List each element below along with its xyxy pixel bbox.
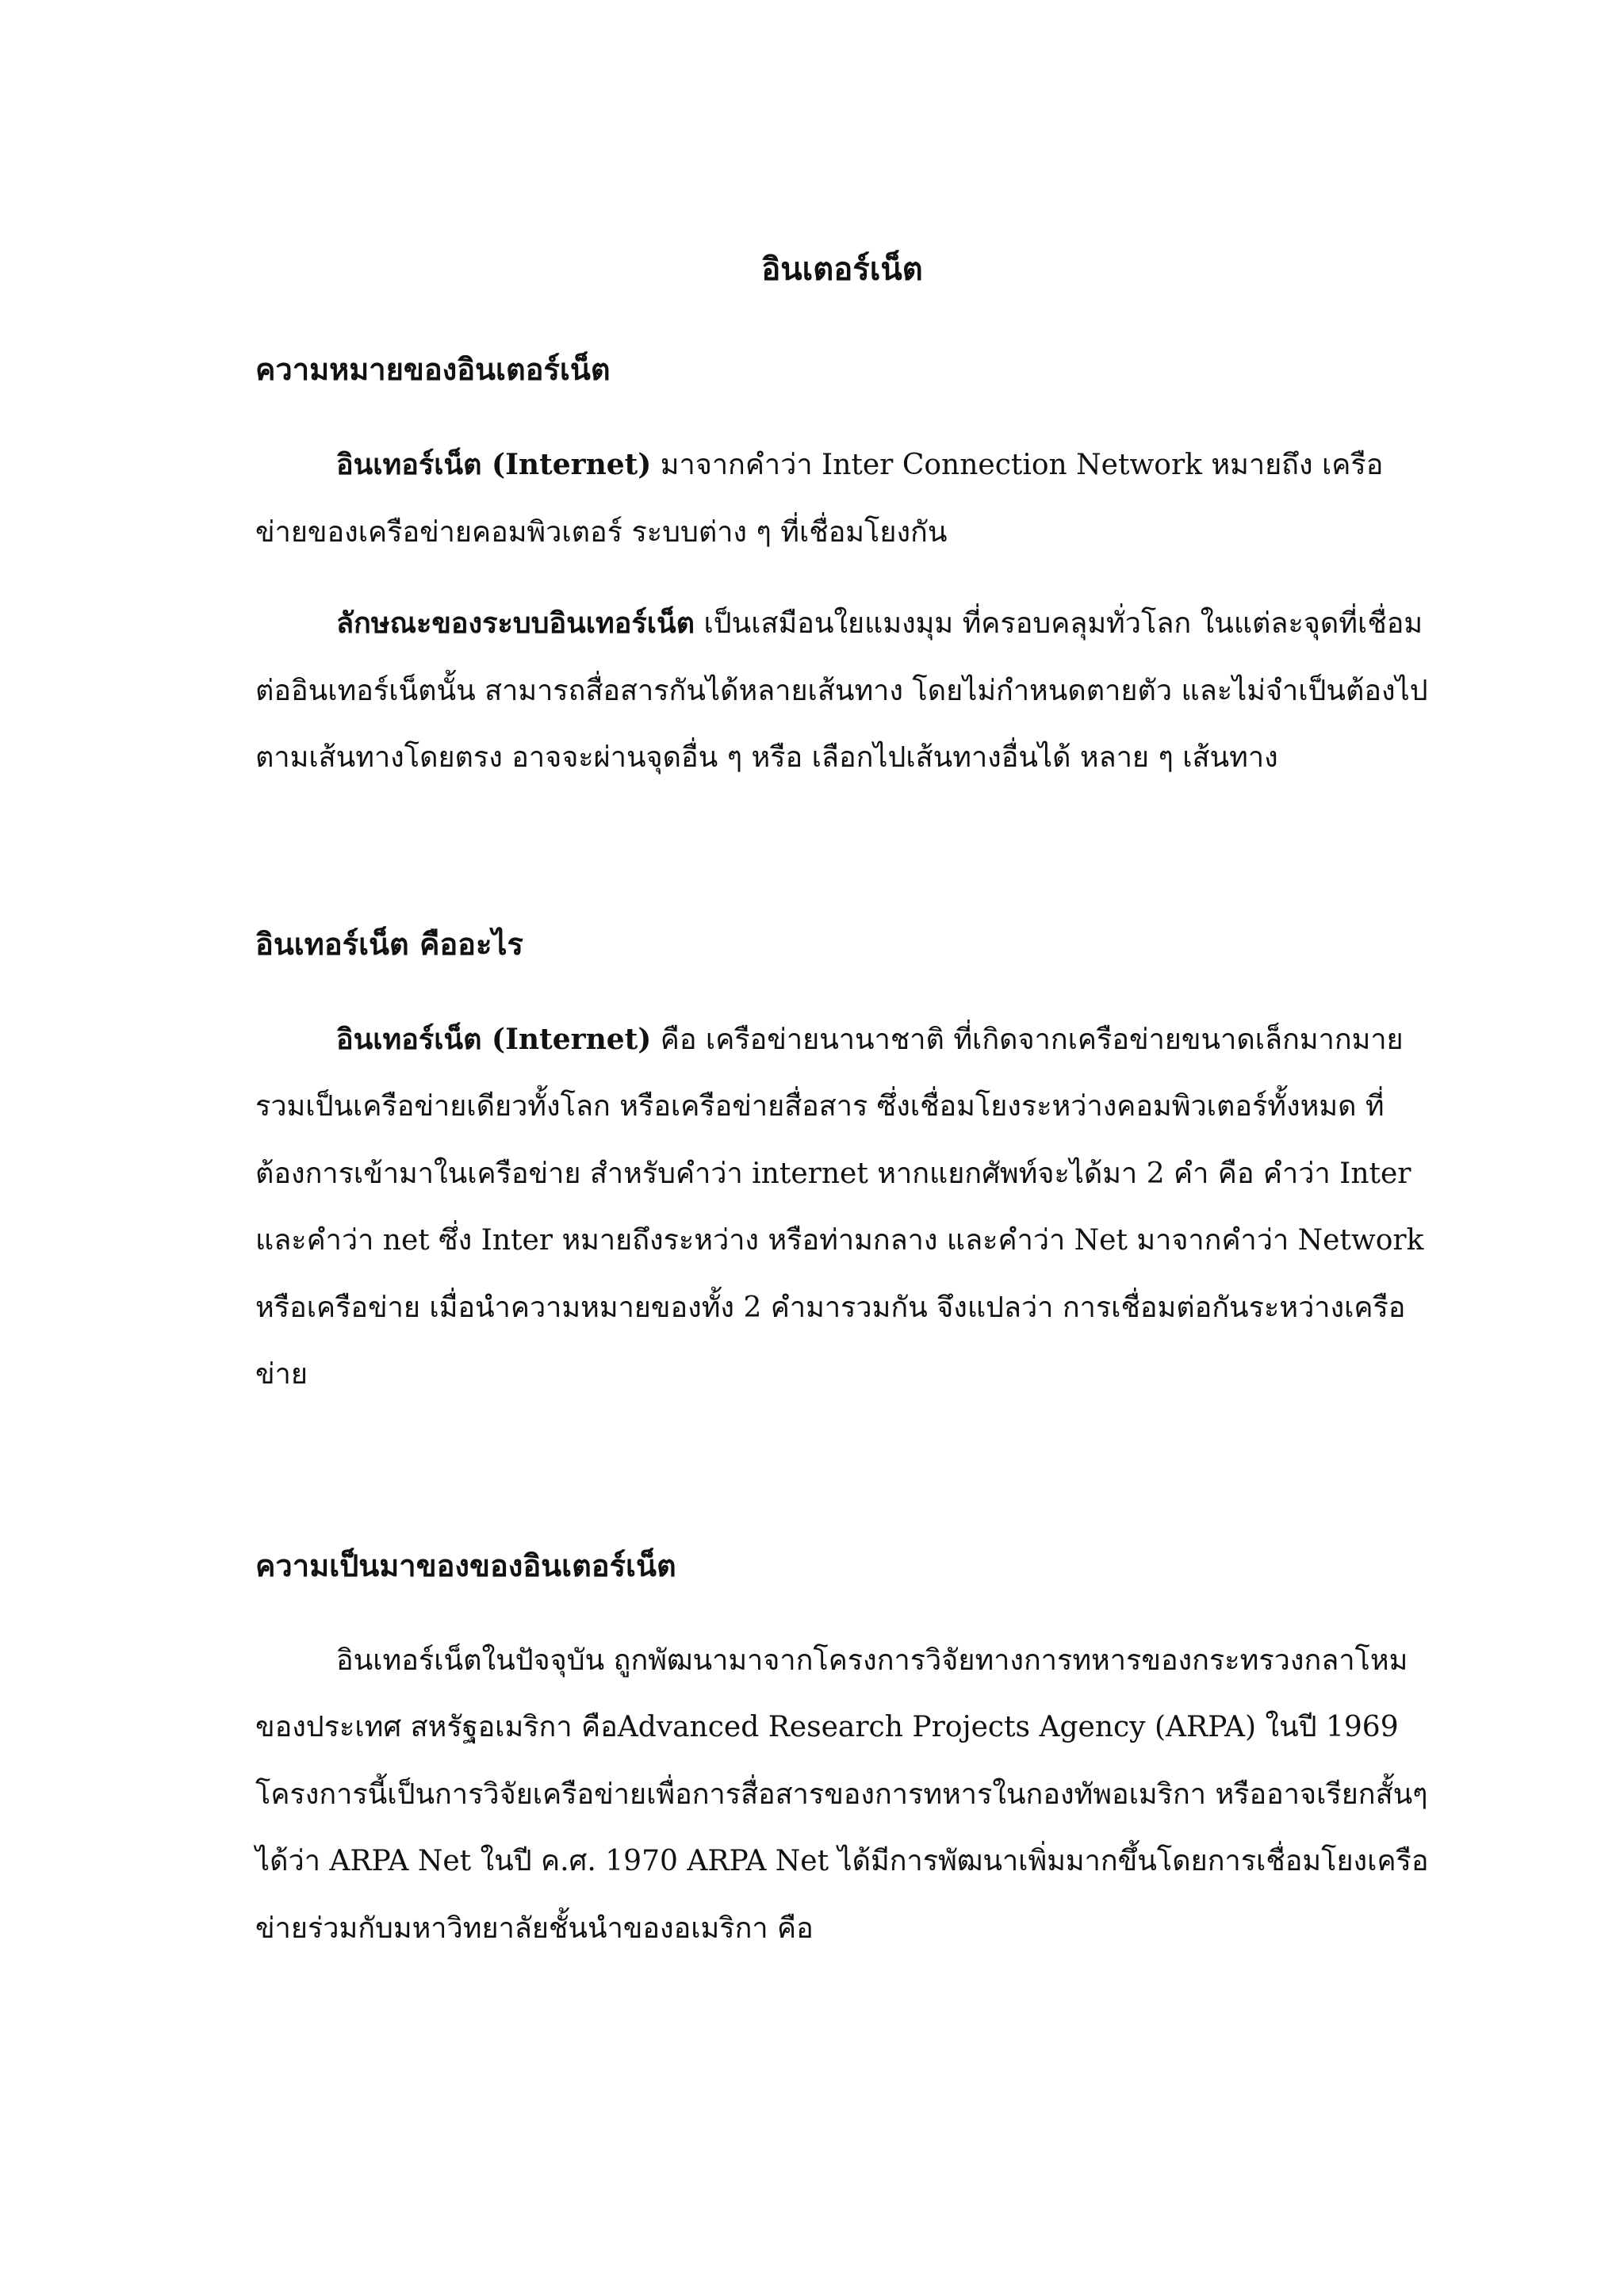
paragraph-bold-term: อินเทอร์เน็ต (Internet) (336, 1022, 652, 1056)
document-content (255, 238, 1429, 1986)
paragraph-history (255, 1628, 1429, 1963)
section-heading-what-is: อินเทอร์เน็ต คืออะไร (255, 925, 523, 962)
paragraph-bold-term: ลักษณะของระบบอินเทอร์เน็ต (336, 607, 695, 640)
paragraph-internet-characteristics (255, 590, 1429, 792)
section-spacer (255, 816, 1429, 913)
paragraph-bold-term: อินเทอร์เน็ต (Internet) (336, 448, 652, 481)
paragraph-text: คือ เครือข่ายนานาชาติ ที่เกิดจากเครือข่ายขนาดเล็กมากมาย รวมเป็นเครือข่ายเดียวทั้งโลก หรือเครือข่ายสื่อสาร ซึ่งเชื่อมโยงระหว่างคอมพิวเตอร์ทั้งหมด ที่ต้องการเข้ามาในเครือข่าย สำหรับคำว่า internet หากแยกศัพท์จะได้มา 2 คำ คือ คำว่า Inter และคำว่า net ซึ่ง Inter หมายถึงระหว่าง หรือท่ามกลาง และคำว่า Net มาจากคำว่า Network หรือเครือข่าย เมื่อนำความหมายของทั้ง 2 คำมารวมกัน จึงแปลว่า การเชื่อมต่อกันระหว่างเครือข่าย (255, 1023, 1424, 1391)
paragraph-text: มาจากคำว่า Inter Connection Network หมายถึง เครือข่ายของเครือข่ายคอมพิวเตอร์ ระบบต่าง ๆ ที่เชื่อมโยงกัน (255, 449, 1384, 549)
paragraph-text: เป็นเสมือนใยแมงมุม ที่ครอบคลุมทั่วโลก ในแต่ละจุดที่เชื่อมต่ออินเทอร์เน็ตนั้น สามารถสื่อสารกันได้หลายเส้นทาง โดยไม่กำหนดตายตัว และไม่จำเป็นต้องไปตามเส้นทางโดยตรง อาจจะผ่านจุดอื่น ๆ หรือ เลือกไปเส้นทางอื่นได้ หลาย ๆ เส้นทาง (255, 607, 1428, 774)
paragraph-internet-definition (255, 431, 1429, 566)
paragraph-text: อินเทอร์เน็ตในปัจจุบัน ถูกพัฒนามาจากโครงการวิจัยทางการทหารของกระทรวงกลาโหมของประเทศ สหรัฐอเมริกา คือAdvanced Research Projects Agency (ARPA) ในปี 1969 โครงการนี้เป็นการวิจัยเครือข่ายเพื่อการสื่อสารของการทหารในกองทัพอเมริกา หรืออาจเรียกสั้นๆ ได้ว่า ARPA Net ในปี ค.ศ. 1970 ARPA Net ได้มีการพัฒนาเพิ่มมากขึ้นโดยการเชื่อมโยงเครือข่ายร่วมกับมหาวิทยาลัยชั้นนำของอเมริกา คือ (255, 1644, 1429, 1945)
section-heading-history: ความเป็นมาของของอินเตอร์เน็ต (255, 1547, 676, 1583)
section-heading-meaning: ความหมายของอินเตอร์เน็ต (255, 351, 611, 387)
paragraph-what-is-internet (255, 1006, 1429, 1409)
document-title: อินเตอร์เน็ต (761, 251, 923, 288)
section-spacer (255, 1433, 1429, 1534)
